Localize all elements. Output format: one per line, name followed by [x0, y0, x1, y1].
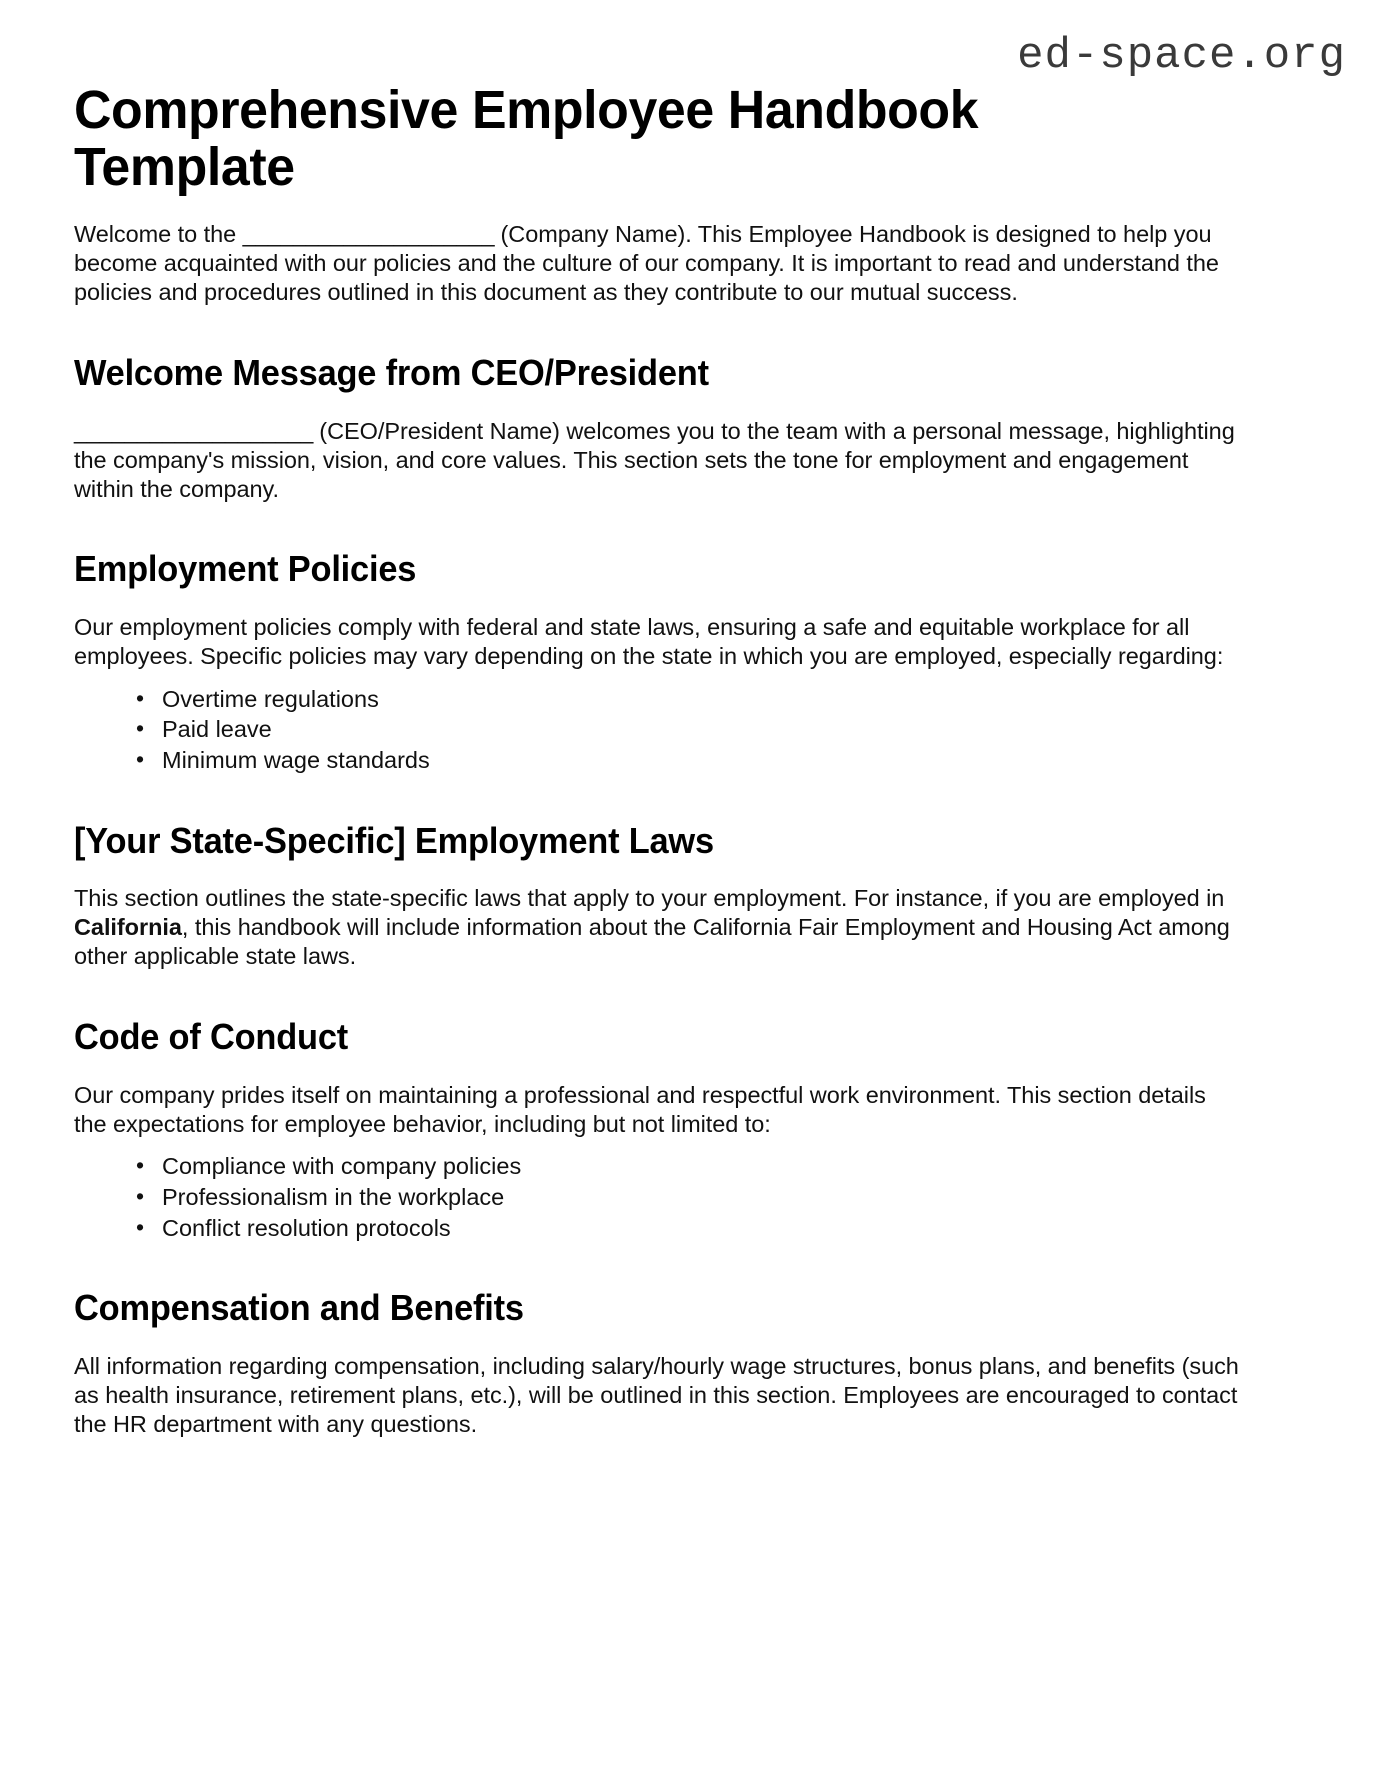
section-heading-compensation-benefits: Compensation and Benefits — [74, 1287, 524, 1329]
employment-policies-paragraph: Our employment policies comply with federal and state laws, ensuring a safe and equitable workplace for all employees. Specific policies may vary depending on the state in which you are employed, especially regarding: — [74, 614, 1224, 669]
section-heading-welcome-message: Welcome Message from CEO/President — [74, 352, 709, 394]
list-item: • Overtime regulations — [136, 685, 1242, 714]
company-name-blank[interactable]: ____________________ — [242, 221, 495, 248]
list-item: • Professionalism in the workplace — [136, 1183, 1242, 1212]
list-item: • Minimum wage standards — [136, 746, 1242, 775]
section-heading-state-specific-laws: [Your State-Specific] Employment Laws — [74, 819, 714, 861]
welcome-message-text: (CEO/President Name) welcomes you to the team with a personal message, highlighting the company's mission, vision, and core values. This section sets the tone for employment and engagement within the company. — [74, 417, 1235, 502]
code-of-conduct-list — [74, 1152, 1242, 1242]
site-watermark: ed-space.org — [1017, 31, 1346, 81]
page-title: Comprehensive Employee Handbook Template — [74, 80, 979, 198]
list-item: • Compliance with company policies — [136, 1152, 1242, 1181]
state-name-emphasis: California — [74, 914, 182, 941]
employment-policies-list — [74, 685, 1242, 775]
section-heading-code-of-conduct: Code of Conduct — [74, 1016, 349, 1058]
section-heading-employment-policies: Employment Policies — [74, 548, 417, 590]
intro-paragraph — [74, 220, 1242, 307]
list-item: • Conflict resolution protocols — [136, 1214, 1242, 1243]
ceo-name-blank[interactable]: ___________________ — [74, 417, 313, 444]
document-content — [74, 82, 1242, 1439]
compensation-benefits-paragraph: All information regarding compensation, including salary/hourly wage structures, bonus plans, and benefits (such as health insurance, retirement plans, etc.), will be outlined in this section. Employees are encouraged to contact the HR department with any questions. — [74, 1352, 1239, 1437]
intro-text-after: (Company Name). This Employee Handbook is designed to help you become acquainted with our policies and the culture of our company. It is important to read and understand the policies and procedures outlined in this document as they contribute to our mutual success. — [74, 221, 1219, 306]
list-item: • Paid leave — [136, 715, 1242, 744]
intro-text-before: Welcome to the — [74, 221, 243, 248]
welcome-message-paragraph — [74, 417, 1242, 504]
state-specific-laws-paragraph — [74, 884, 1242, 971]
state-laws-text-after: , this handbook will include information about the California Fair Employment and Housing Act among other applicable state laws. — [74, 914, 1230, 970]
state-laws-text-before: This section outlines the state-specific laws that apply to your employment. For instance, if you are employed in — [74, 885, 1225, 912]
code-of-conduct-paragraph: Our company prides itself on maintaining a professional and respectful work environment. This section details the expectations for employee behavior, including but not limited to: — [74, 1081, 1206, 1137]
